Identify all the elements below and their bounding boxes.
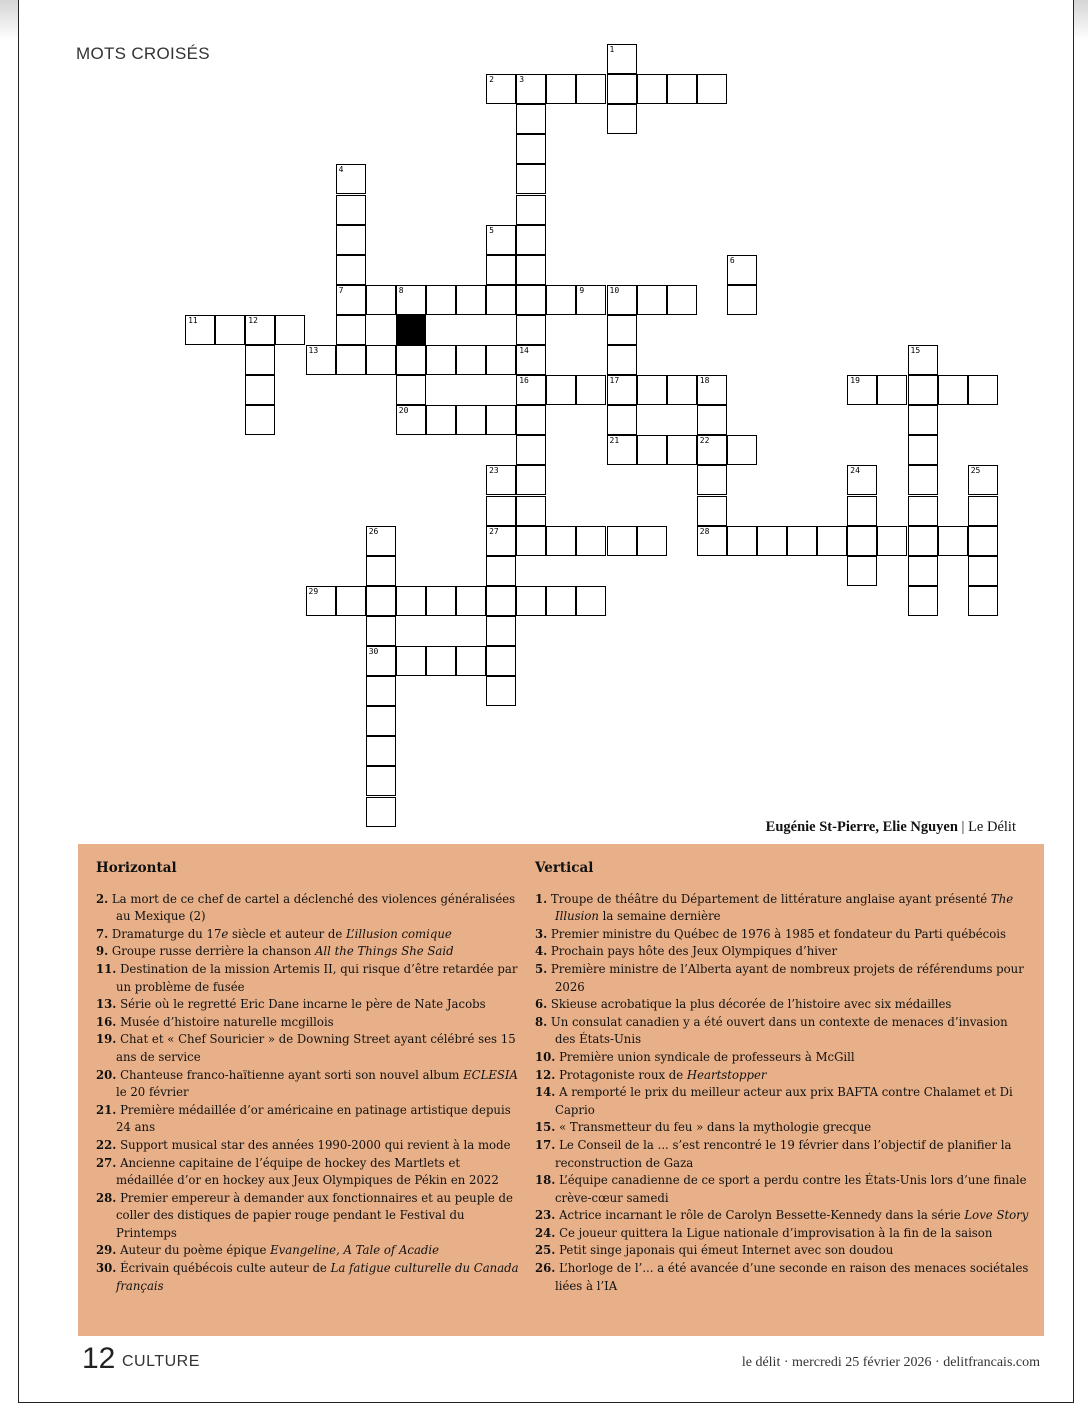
grid-cell[interactable] bbox=[908, 496, 938, 526]
clue-number: 12. bbox=[535, 1067, 556, 1082]
grid-cell[interactable] bbox=[516, 405, 546, 435]
grid-cell[interactable] bbox=[607, 405, 637, 435]
clue-number: 14. bbox=[535, 1085, 556, 1100]
clue-number: 25. bbox=[535, 1243, 556, 1258]
grid-cell[interactable] bbox=[396, 345, 426, 375]
clue-item bbox=[535, 1084, 1030, 1119]
clue-number: 19. bbox=[96, 1032, 117, 1047]
clue-text: la semaine dernière bbox=[598, 909, 721, 924]
clue-item bbox=[535, 1225, 1030, 1243]
grid-cell[interactable] bbox=[336, 195, 366, 225]
grid-cell[interactable] bbox=[486, 616, 516, 646]
grid-cell[interactable] bbox=[817, 526, 847, 556]
grid-cell[interactable] bbox=[516, 134, 546, 164]
clue-number: 17. bbox=[535, 1137, 556, 1152]
clue-text: Série où le regretté Eric Dane incarne le père de Nate Jacobs bbox=[120, 997, 486, 1012]
clue-text: Un consulat canadien y a été ouvert dans un contexte de menaces d’invasion des États-Unis bbox=[550, 1014, 1008, 1047]
grid-cell[interactable] bbox=[516, 586, 546, 616]
clue-number: 11. bbox=[96, 961, 117, 976]
grid-cell[interactable] bbox=[366, 646, 396, 676]
clue-item bbox=[96, 1137, 521, 1155]
cell-number: 11 bbox=[188, 315, 198, 325]
cell-number: 4 bbox=[338, 165, 344, 175]
clue-number: 21. bbox=[96, 1102, 117, 1117]
clue-item bbox=[535, 926, 1030, 944]
cell-number: 1 bbox=[609, 45, 615, 54]
grid-cell[interactable] bbox=[486, 556, 516, 586]
grid-cell[interactable] bbox=[366, 736, 396, 766]
grid-cell[interactable] bbox=[968, 526, 998, 556]
clue-text: Protagoniste roux de bbox=[559, 1067, 687, 1082]
grid-cell[interactable] bbox=[396, 285, 426, 315]
grid-cell[interactable] bbox=[336, 315, 366, 345]
clue-number: 30. bbox=[96, 1261, 117, 1276]
grid-cell[interactable] bbox=[516, 164, 546, 194]
clue-number: 9. bbox=[96, 944, 109, 959]
grid-cell[interactable] bbox=[637, 526, 667, 556]
clues-vertical bbox=[535, 860, 1030, 1295]
clue-text: Le Conseil de la ... s’est rencontré le 19 février dans l’objectif de planifier la reconstruction de Gaza bbox=[555, 1137, 1012, 1170]
clue-item bbox=[96, 1031, 521, 1066]
clue-item bbox=[96, 1014, 521, 1032]
clue-text: Première union syndicale de professeurs à McGill bbox=[559, 1049, 855, 1064]
grid-cell[interactable] bbox=[968, 465, 998, 495]
clue-text: Premier empereur à demander aux fonctionnaires et au peuple de coller des distiques de papier rouge pendant le Festival du Printemps bbox=[116, 1190, 513, 1240]
clue-number: 3. bbox=[535, 926, 548, 941]
credit bbox=[766, 819, 1016, 836]
grid-cell[interactable] bbox=[757, 526, 787, 556]
cell-number: 21 bbox=[609, 436, 620, 446]
grid-cell[interactable] bbox=[607, 285, 637, 315]
grid-cell[interactable] bbox=[336, 164, 366, 194]
cell-number: 8 bbox=[398, 285, 404, 295]
clue-item bbox=[96, 1190, 521, 1243]
clue-text: « Transmetteur du feu » dans la mythologie grecque bbox=[559, 1120, 872, 1135]
cell-number: 30 bbox=[368, 647, 379, 656]
grid-cell[interactable] bbox=[516, 465, 546, 495]
clue-item bbox=[535, 996, 1030, 1014]
grid-cell[interactable] bbox=[456, 405, 486, 435]
grid-cell[interactable] bbox=[546, 526, 576, 556]
cell-number: 10 bbox=[609, 285, 620, 295]
grid-cell[interactable] bbox=[426, 405, 456, 435]
cell-number: 25 bbox=[970, 466, 981, 476]
grid-cell[interactable] bbox=[366, 285, 396, 315]
grid-cell[interactable] bbox=[486, 255, 516, 285]
clue-title-italic: L’illusion comique bbox=[346, 926, 452, 941]
grid-cell[interactable] bbox=[456, 586, 486, 616]
grid-cell[interactable] bbox=[486, 285, 516, 315]
grid-cell[interactable] bbox=[336, 285, 366, 315]
grid-cell[interactable] bbox=[908, 435, 938, 465]
cell-number: 7 bbox=[338, 285, 344, 295]
grid-cell[interactable] bbox=[486, 586, 516, 616]
clue-number: 5. bbox=[535, 961, 548, 976]
grid-cell[interactable] bbox=[607, 74, 637, 104]
grid-cell[interactable] bbox=[847, 526, 877, 556]
clue-text: Actrice incarnant le rôle de Carolyn Bessette-Kennedy dans la série bbox=[559, 1208, 965, 1223]
grid-cell[interactable] bbox=[667, 74, 697, 104]
cell-number: 18 bbox=[699, 376, 710, 386]
grid-cell[interactable] bbox=[697, 465, 727, 495]
clue-title-italic: La fatigue culturelle du Canada français bbox=[116, 1261, 519, 1293]
clue-text: Ancienne capitaine de l’équipe de hockey des Martlets et médaillée d’or en hockey aux Jeux Olympiques de Pékin en 2022 bbox=[116, 1155, 499, 1188]
grid-cell[interactable] bbox=[516, 526, 546, 556]
grid-cell[interactable] bbox=[607, 435, 637, 465]
grid-cell[interactable] bbox=[607, 375, 637, 405]
clue-item bbox=[535, 1172, 1030, 1207]
grid-cell[interactable] bbox=[697, 526, 727, 556]
grid-cell[interactable] bbox=[366, 766, 396, 796]
cell-number: 15 bbox=[910, 346, 921, 355]
grid-cell[interactable] bbox=[637, 375, 667, 405]
clue-item bbox=[96, 1102, 521, 1137]
footer-publication-line: le délit · mercredi 25 février 2026 · delitfrancais.com bbox=[741, 1355, 1040, 1370]
grid-cell[interactable] bbox=[336, 345, 366, 375]
grid-cell[interactable] bbox=[245, 315, 275, 345]
grid-cell[interactable] bbox=[908, 586, 938, 616]
clue-item bbox=[535, 1207, 1030, 1225]
cell-number: 27 bbox=[489, 526, 499, 536]
horizontal-title: Horizontal bbox=[96, 860, 177, 876]
grid-cell[interactable] bbox=[697, 375, 727, 405]
grid-cell[interactable] bbox=[185, 315, 215, 345]
grid-cell[interactable] bbox=[908, 465, 938, 495]
clue-title-italic: Love Story bbox=[964, 1208, 1029, 1223]
grid-cell[interactable] bbox=[908, 526, 938, 556]
grid-cell[interactable] bbox=[607, 315, 637, 345]
cell-number: 29 bbox=[308, 586, 319, 596]
grid-cell[interactable] bbox=[847, 496, 877, 526]
grid-cell[interactable] bbox=[396, 586, 426, 616]
clue-item bbox=[535, 1137, 1030, 1172]
cell-number: 17 bbox=[609, 376, 620, 386]
grid-cell[interactable] bbox=[516, 345, 546, 375]
clue-number: 23. bbox=[535, 1208, 556, 1223]
clue-title-italic: Evangeline, A Tale of Acadie bbox=[270, 1243, 440, 1258]
clue-number: 26. bbox=[535, 1261, 556, 1276]
horizontal-clue-list bbox=[96, 891, 521, 1296]
cell-number: 13 bbox=[308, 346, 319, 355]
clue-item bbox=[535, 943, 1030, 961]
grid-cell[interactable] bbox=[426, 646, 456, 676]
grid-cell[interactable] bbox=[366, 616, 396, 646]
cell-number: 16 bbox=[519, 376, 529, 386]
clue-item bbox=[96, 1242, 521, 1260]
vertical-clue-list bbox=[535, 891, 1030, 1296]
grid-cell[interactable] bbox=[486, 405, 516, 435]
grid-cell[interactable] bbox=[396, 646, 426, 676]
grid-cell[interactable] bbox=[366, 797, 396, 827]
grid-cell[interactable] bbox=[576, 74, 606, 104]
clue-item bbox=[535, 1049, 1030, 1067]
grid-cell[interactable] bbox=[667, 375, 697, 405]
grid-cell[interactable] bbox=[366, 526, 396, 556]
grid-cell[interactable] bbox=[516, 255, 546, 285]
grid-cell[interactable] bbox=[336, 225, 366, 255]
grid-cell[interactable] bbox=[366, 556, 396, 586]
grid-cell[interactable] bbox=[486, 496, 516, 526]
grid-cell[interactable] bbox=[727, 435, 757, 465]
cell-number: 24 bbox=[850, 466, 860, 476]
clue-text: Première médaillée d’or américaine en patinage artistique depuis 24 ans bbox=[116, 1102, 511, 1135]
grid-cell[interactable] bbox=[908, 405, 938, 435]
grid-cell[interactable] bbox=[968, 556, 998, 586]
clues-horizontal bbox=[96, 860, 521, 1295]
clue-item bbox=[535, 1260, 1030, 1295]
clue-number: 10. bbox=[535, 1049, 556, 1064]
grid-cell[interactable] bbox=[697, 435, 727, 465]
clue-text: Dramaturge du 17 bbox=[111, 926, 222, 941]
clue-title-italic: Heartstopper bbox=[686, 1067, 767, 1082]
grid-cell[interactable] bbox=[727, 255, 757, 285]
clue-number: 2. bbox=[96, 891, 109, 906]
grid-cell[interactable] bbox=[607, 526, 637, 556]
grid-cell[interactable] bbox=[486, 345, 516, 375]
clue-item bbox=[535, 1014, 1030, 1049]
grid-cell[interactable] bbox=[727, 526, 757, 556]
cell-number: 2 bbox=[489, 75, 494, 85]
clue-item bbox=[535, 1119, 1030, 1137]
grid-cell[interactable] bbox=[336, 586, 366, 616]
grid-cell[interactable] bbox=[908, 345, 938, 375]
clue-number: 22. bbox=[96, 1137, 117, 1152]
grid-cell[interactable] bbox=[486, 646, 516, 676]
clue-number: 27. bbox=[96, 1155, 117, 1170]
grid-cell[interactable] bbox=[847, 375, 877, 405]
grid-cell[interactable] bbox=[366, 345, 396, 375]
grid-cell[interactable] bbox=[516, 195, 546, 225]
cell-number: 3 bbox=[519, 75, 525, 85]
clue-title-italic: The Illusion bbox=[555, 891, 1014, 924]
clue-number: 7. bbox=[96, 926, 109, 941]
clue-text: La mort de ce chef de cartel a déclenché des violences généralisées au Mexique (2) bbox=[111, 891, 516, 924]
cell-number: 20 bbox=[398, 406, 409, 416]
clue-number: 1. bbox=[535, 891, 548, 906]
cell-number: 9 bbox=[579, 285, 585, 295]
grid-cell[interactable] bbox=[516, 435, 546, 465]
grid-cell[interactable] bbox=[486, 676, 516, 706]
grid-cell[interactable] bbox=[908, 375, 938, 405]
grid-cell[interactable] bbox=[486, 225, 516, 255]
grid-cell[interactable] bbox=[607, 44, 637, 74]
grid-cell[interactable] bbox=[366, 676, 396, 706]
grid-cell[interactable] bbox=[968, 586, 998, 616]
grid-cell[interactable] bbox=[456, 646, 486, 676]
cell-number: 6 bbox=[729, 255, 735, 265]
grid-cell[interactable] bbox=[245, 405, 275, 435]
grid-cell[interactable] bbox=[576, 526, 606, 556]
cell-number: 22 bbox=[699, 436, 710, 446]
clue-item bbox=[96, 926, 521, 944]
clue-item bbox=[96, 996, 521, 1014]
grid-cell[interactable] bbox=[546, 74, 576, 104]
cell-number: 28 bbox=[699, 526, 710, 536]
grid-cell[interactable] bbox=[366, 706, 396, 736]
clue-text: le 20 février bbox=[116, 1085, 189, 1100]
grid-cell[interactable] bbox=[546, 586, 576, 616]
grid-cell[interactable] bbox=[637, 285, 667, 315]
clue-text: Skieuse acrobatique la plus décorée de l’histoire avec six médailles bbox=[550, 997, 952, 1012]
clue-number: 29. bbox=[96, 1243, 117, 1258]
grid-cell[interactable] bbox=[938, 526, 968, 556]
clue-number: 13. bbox=[96, 997, 117, 1012]
grid-cell[interactable] bbox=[396, 405, 426, 435]
grid-cell[interactable] bbox=[396, 375, 426, 405]
clue-text: Chat et « Chef Souricier » de Downing Street ayant célébré ses 15 ans de service bbox=[116, 1032, 516, 1064]
grid-cell[interactable] bbox=[667, 285, 697, 315]
clue-text: Troupe de théâtre du Département de littérature anglaise ayant présenté bbox=[550, 891, 991, 906]
clue-text: Écrivain québécois culte auteur de bbox=[120, 1261, 331, 1276]
grid-cell[interactable] bbox=[576, 375, 606, 405]
grid-cell[interactable] bbox=[516, 496, 546, 526]
cell-number: 26 bbox=[368, 526, 379, 536]
grid-cell[interactable] bbox=[426, 345, 456, 375]
clue-text: Petit singe japonais qui émeut Internet avec son doudou bbox=[559, 1243, 894, 1258]
clue-text: Chanteuse franco-haïtienne ayant sorti son nouvel album bbox=[120, 1067, 464, 1082]
grid-cell[interactable] bbox=[697, 74, 727, 104]
credit-authors: Eugénie St-Pierre, Elie Nguyen bbox=[765, 819, 958, 835]
clue-number: 24. bbox=[535, 1225, 556, 1240]
grid-cell[interactable] bbox=[275, 315, 305, 345]
clue-number: 18. bbox=[535, 1173, 556, 1188]
clues-panel bbox=[78, 844, 1044, 1336]
grid-cell[interactable] bbox=[245, 345, 275, 375]
cell-number: 12 bbox=[248, 315, 258, 325]
grid-black-cell bbox=[396, 315, 426, 345]
clue-text: Destination de la mission Artemis II, qui risque d’être retardée par un problème de fusée bbox=[116, 961, 518, 994]
clue-item bbox=[96, 891, 521, 926]
grid-cell[interactable] bbox=[456, 285, 486, 315]
grid-cell[interactable] bbox=[486, 526, 516, 556]
clue-text: Support musical star des années 1990-2000 qui revient à la mode bbox=[120, 1137, 511, 1152]
grid-cell[interactable] bbox=[366, 586, 396, 616]
clue-number: 28. bbox=[96, 1190, 117, 1205]
grid-cell[interactable] bbox=[576, 285, 606, 315]
grid-cell[interactable] bbox=[877, 375, 907, 405]
grid-cell[interactable] bbox=[637, 435, 667, 465]
cell-number: 19 bbox=[850, 376, 860, 386]
clue-item bbox=[96, 961, 521, 996]
grid-cell[interactable] bbox=[516, 104, 546, 134]
clue-text: Groupe russe derrière la chanson bbox=[111, 944, 315, 959]
grid-cell[interactable] bbox=[516, 315, 546, 345]
grid-cell[interactable] bbox=[336, 255, 366, 285]
grid-cell[interactable] bbox=[697, 496, 727, 526]
clue-number: 4. bbox=[535, 944, 548, 959]
grid-cell[interactable] bbox=[486, 74, 516, 104]
grid-cell[interactable] bbox=[516, 74, 546, 104]
clue-text: L’horloge de l’... a été avancée d’une seconde en raison des menaces sociétales liées à l’IA bbox=[555, 1261, 1029, 1293]
clue-text: A remporté le prix du meilleur acteur aux prix BAFTA contre Chalamet et Di Caprio bbox=[555, 1085, 1013, 1117]
clue-number: 8. bbox=[535, 1014, 548, 1029]
clue-item bbox=[96, 1260, 521, 1295]
grid-cell[interactable] bbox=[516, 375, 546, 405]
clue-text: L’équipe canadienne de ce sport a perdu contre les États-Unis lors d’une finale crève-cœur samedi bbox=[555, 1173, 1027, 1205]
grid-cell[interactable] bbox=[968, 496, 998, 526]
vertical-title: Vertical bbox=[535, 860, 594, 876]
grid-cell[interactable] bbox=[516, 225, 546, 255]
clue-title-italic: All the Things She Said bbox=[314, 944, 454, 959]
clue-number: 15. bbox=[535, 1120, 556, 1135]
grid-cell[interactable] bbox=[847, 556, 877, 586]
grid-cell[interactable] bbox=[637, 74, 667, 104]
grid-cell[interactable] bbox=[546, 285, 576, 315]
clue-number: 20. bbox=[96, 1067, 117, 1082]
grid-cell[interactable] bbox=[667, 435, 697, 465]
clue-number: 6. bbox=[535, 997, 548, 1012]
grid-cell[interactable] bbox=[576, 586, 606, 616]
grid-cell[interactable] bbox=[426, 586, 456, 616]
grid-cell[interactable] bbox=[847, 465, 877, 495]
grid-cell[interactable] bbox=[306, 586, 336, 616]
grid-cell[interactable] bbox=[727, 285, 757, 315]
clue-item bbox=[535, 1067, 1030, 1085]
clue-title-italic: e bbox=[221, 926, 229, 941]
clue-text: Premier ministre du Québec de 1976 à 1985 et fondateur du Parti québécois bbox=[550, 926, 1006, 941]
clue-text: Auteur du poème épique bbox=[120, 1243, 271, 1258]
grid-cell[interactable] bbox=[877, 526, 907, 556]
cell-number: 14 bbox=[519, 346, 529, 355]
clue-text: Musée d’histoire naturelle mcgillois bbox=[120, 1014, 334, 1029]
section-rubric: MOTS CROISÉS bbox=[76, 44, 210, 63]
clue-text: Prochain pays hôte des Jeux Olympiques d’hiver bbox=[550, 944, 838, 959]
grid-cell[interactable] bbox=[938, 375, 968, 405]
clue-title-italic: ECLESIA bbox=[463, 1067, 518, 1082]
clue-item bbox=[535, 891, 1030, 926]
clue-item bbox=[96, 1155, 521, 1190]
grid-cell[interactable] bbox=[607, 345, 637, 375]
clue-item bbox=[96, 943, 521, 961]
grid-cell[interactable] bbox=[486, 465, 516, 495]
grid-cell[interactable] bbox=[456, 345, 486, 375]
clue-text: Ce joueur quittera la Ligue nationale d’improvisation à la fin de la saison bbox=[559, 1225, 993, 1240]
cell-number: 23 bbox=[489, 466, 499, 476]
cell-number: 5 bbox=[489, 225, 494, 235]
grid-cell[interactable] bbox=[306, 345, 336, 375]
section-name: CULTURE bbox=[122, 1353, 200, 1370]
credit-publication: Le Délit bbox=[968, 819, 1016, 835]
credit-separator: | bbox=[957, 819, 969, 835]
grid-cell[interactable] bbox=[516, 285, 546, 315]
grid-cell[interactable] bbox=[697, 405, 727, 435]
grid-cell[interactable] bbox=[908, 556, 938, 586]
clue-item bbox=[535, 961, 1030, 996]
grid-cell[interactable] bbox=[607, 104, 637, 134]
clue-item bbox=[535, 1242, 1030, 1260]
clue-text: siècle et auteur de bbox=[228, 926, 347, 941]
clue-number: 16. bbox=[96, 1014, 117, 1029]
grid-cell[interactable] bbox=[546, 375, 576, 405]
grid-cell[interactable] bbox=[245, 375, 275, 405]
grid-cell[interactable] bbox=[787, 526, 817, 556]
grid-cell[interactable] bbox=[968, 375, 998, 405]
grid-cell[interactable] bbox=[426, 285, 456, 315]
grid-cell[interactable] bbox=[215, 315, 245, 345]
page-number: 12 bbox=[82, 1342, 116, 1375]
clue-text: Première ministre de l’Alberta ayant de nombreux projets de référendums pour 2026 bbox=[550, 961, 1024, 994]
clue-item bbox=[96, 1067, 521, 1102]
